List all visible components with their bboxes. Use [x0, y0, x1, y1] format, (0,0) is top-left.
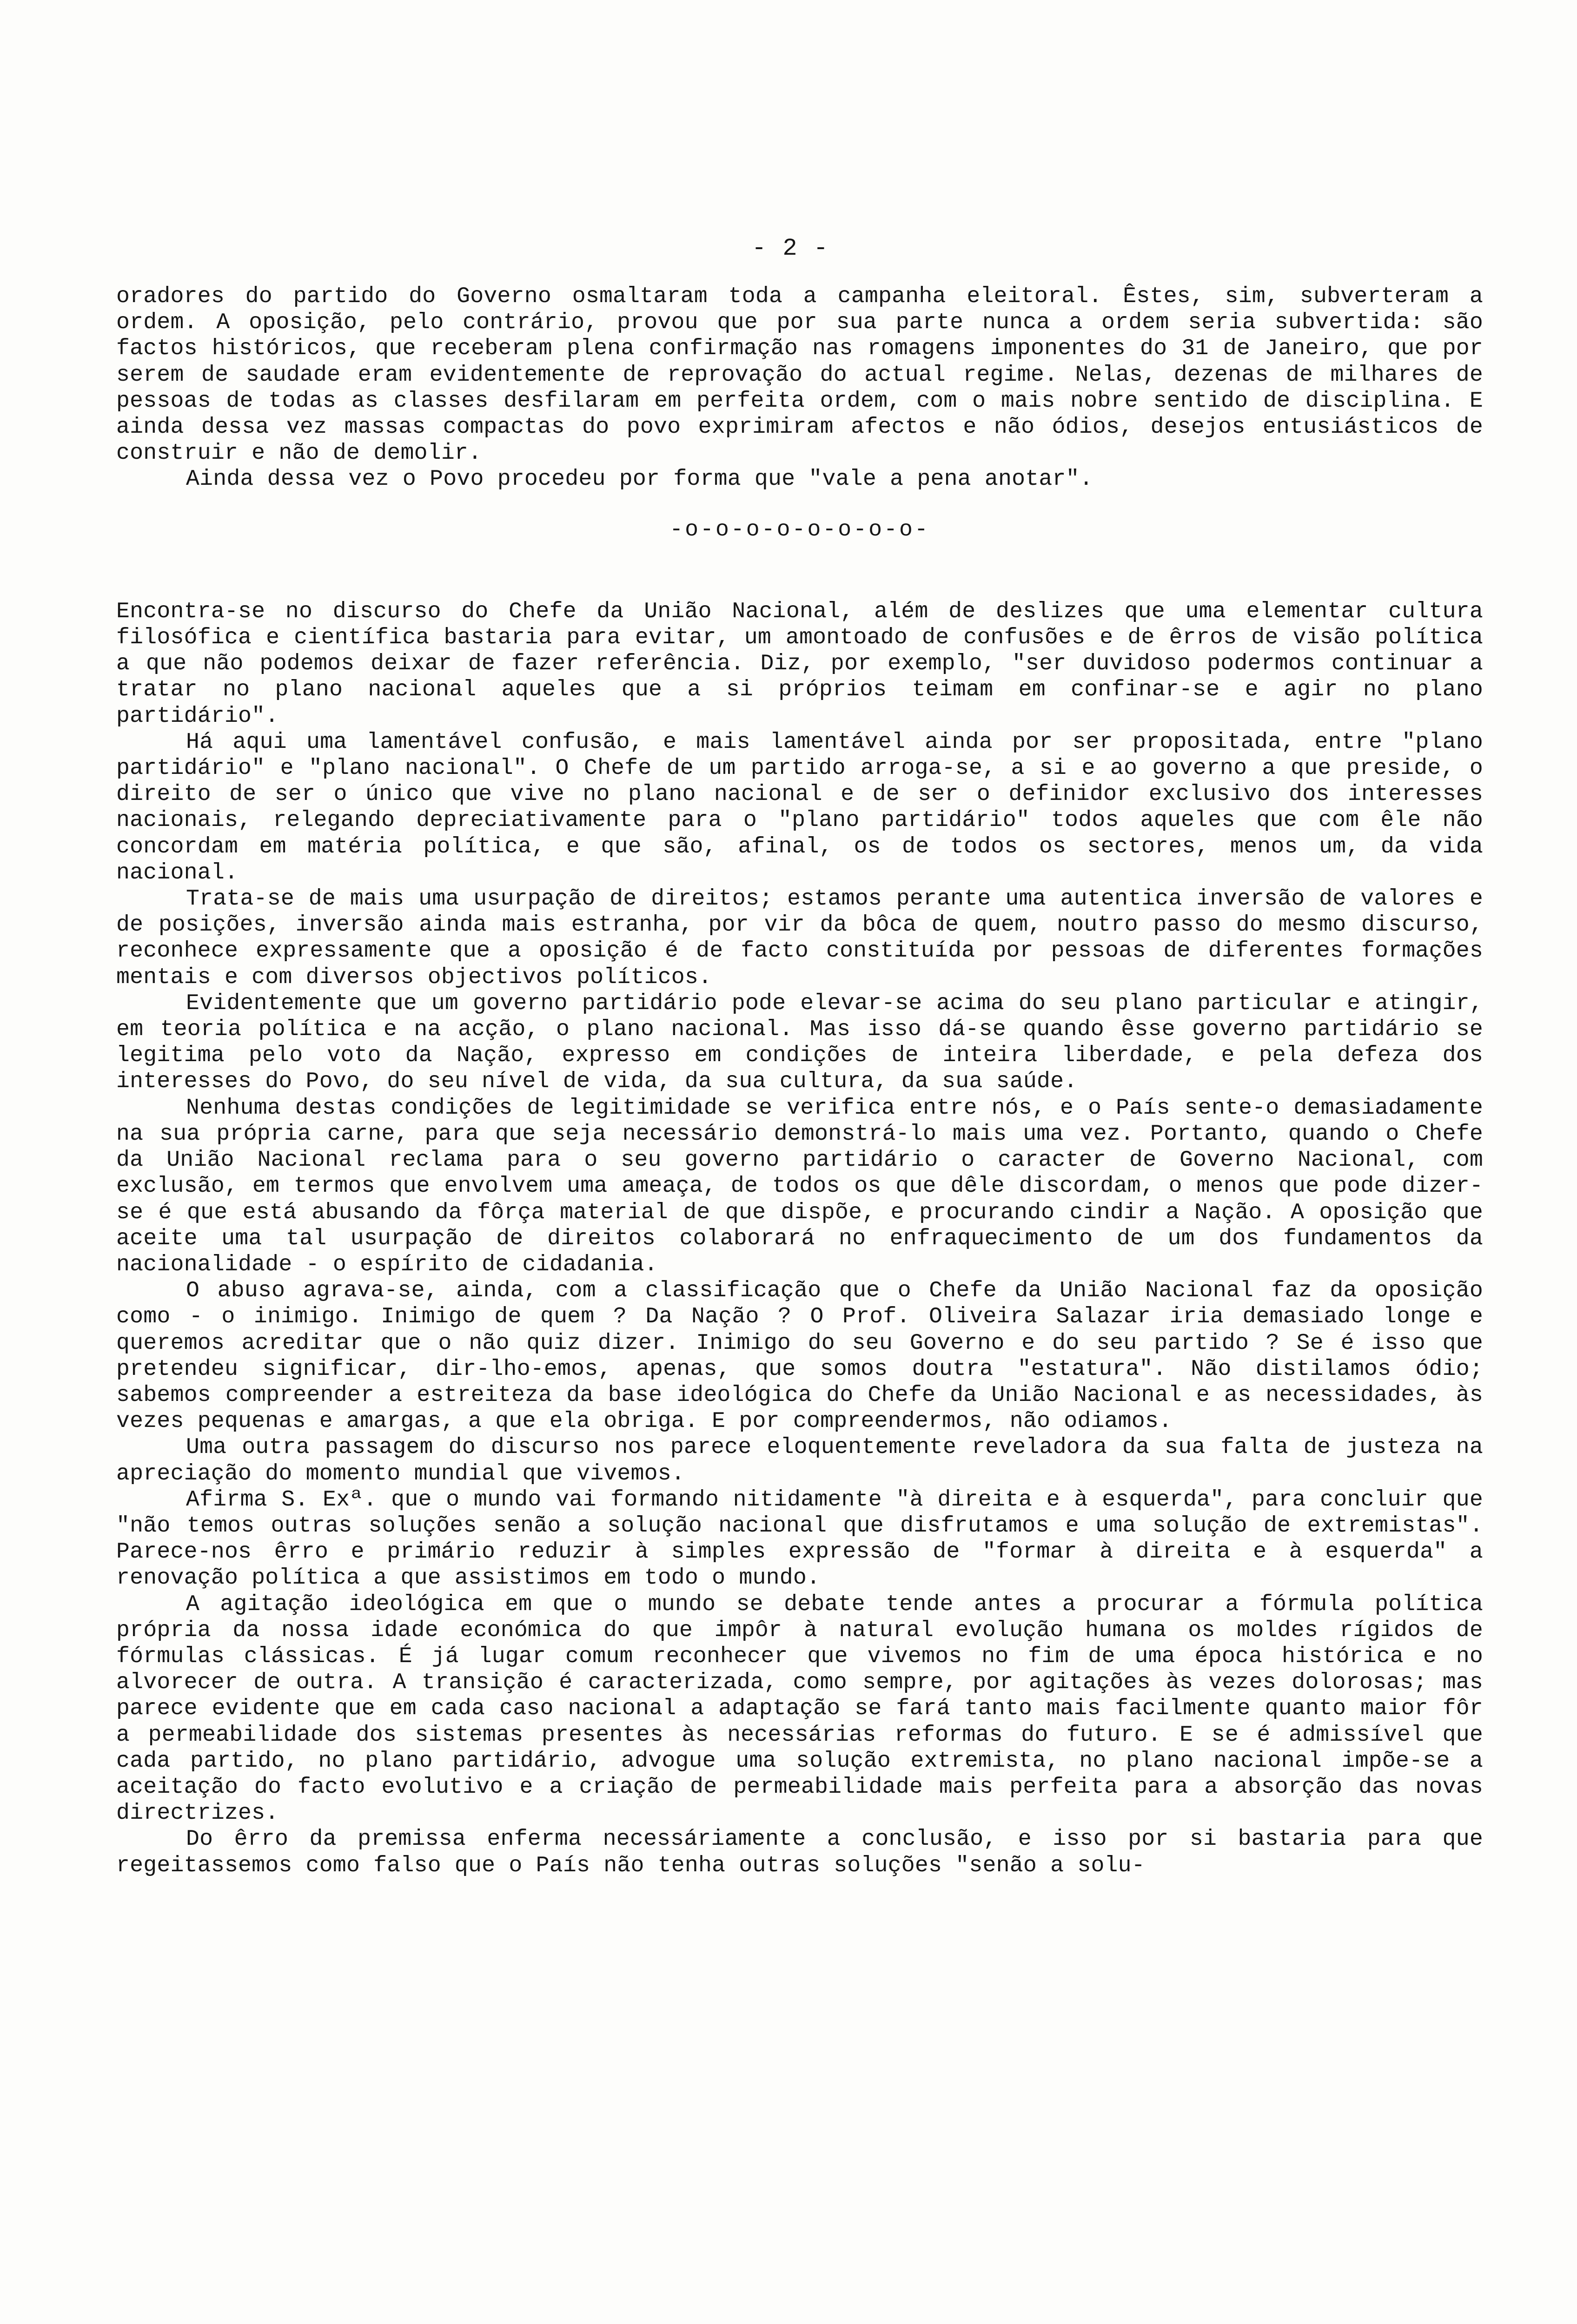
- page-number: - 2 -: [751, 235, 829, 262]
- paragraph: Há aqui uma lamentável confusão, e mais lamentável ainda por ser propositada, entre "plano partidário" e "plano nacional". O Chefe de um partido arroga-se, a si e ao governo a que preside, o direito de ser o único que vive no plano nacional e de ser o definidor exclusivo dos interesses nacionais, relegando depreciativamente para o "plano partidário" todos aqueles que com êle não concordam em matéria política, e que são, afinal, os de todos os sectores, menos um, da vida nacional.: [116, 729, 1483, 885]
- paragraph: O abuso agrava-se, ainda, com a classificação que o Chefe da União Nacional faz da oposição como - o inimigo. Inimigo de quem ? Da Nação ? O Prof. Oliveira Salazar iria demasiado longe e queremos acreditar que o não quiz dizer. Inimigo do seu Governo e do seu partido ? Se é isso que pretendeu significar, dir-lho-emos, apenas, que somos doutra "estatura". Não distilamos ódio; sabemos compreender a estreiteza da base ideológica do Chefe da União Nacional e as necessidades, às vezes pequenas e amargas, a que ela obriga. E por compreendermos, não odiamos.: [116, 1278, 1483, 1434]
- paragraph: Trata-se de mais uma usurpação de direitos; estamos perante uma autentica inversão de valores e de posições, inversão ainda mais estranha, por vir da bôca de quem, noutro passo do mesmo discurso, reconhece expressamente que a oposição é de facto constituída por pessoas de diferentes formações mentais e com diversos objectivos políticos.: [116, 886, 1483, 990]
- paragraph: Uma outra passagem do discurso nos parece eloquentemente reveladora da sua falta de justeza na apreciação do momento mundial que vivemos.: [116, 1435, 1483, 1486]
- paragraph: Nenhuma destas condições de legitimidade se verifica entre nós, e o País sente-o demasiadamente na sua própria carne, para que seja necessário demonstrá-lo mais uma vez. Portanto, quando o Chefe da União Nacional reclama para o seu governo partidário o caracter de Governo Nacional, com exclusão, em termos que envolvem uma ameaça, de todos os que dêle discordam, o menos que pode dizer-se é que está abusando da fôrça material de que dispõe, e procurando cindir a Nação. A oposição que aceite uma tal usurpação de direitos colaborará no enfraquecimento de um dos fundamentos da nacionalidade - o espírito de cidadania.: [116, 1095, 1483, 1277]
- paragraph: A agitação ideológica em que o mundo se debate tende antes a procurar a fórmula política própria da nossa idade económica do que impôr à natural evolução humana os moldes rígidos de fórmulas clássicas. É já lugar comum reconhecer que vivemos no fim de uma época histórica e no alvorecer de outra. A transição é caracterizada, como sempre, por agitações às vezes dolorosas; mas parece evidente que em cada caso nacional a adaptação se fará tanto mais facilmente quanto maior fôr a permeabilidade dos sistemas presentes às necessárias reformas do futuro. E se é admissível que cada partido, no plano partidário, advogue uma solução extremista, no plano nacional impõe-se a aceitação do facto evolutivo e a criação de permeabilidade mais perfeita para a absorção das novas directrizes.: [116, 1591, 1483, 1826]
- paragraph: Do êrro da premissa enferma necessáriamente a conclusão, e isso por si bastaria para que regeitassemos como falso que o País não tenha outras soluções "senão a solu-: [116, 1827, 1483, 1878]
- document-body: [116, 284, 1483, 1879]
- section-divider: -o-o-o-o-o-o-o-o-: [669, 517, 930, 542]
- paragraph: Evidentemente que um governo partidário pode elevar-se acima do seu plano particular e atingir, em teoria política e na acção, o plano nacional. Mas isso dá-se quando êsse governo partidário se legitima pelo voto da Nação, expresso em condições de inteira liberdade, e pela defeza dos interesses do Povo, do seu nível de vida, da sua cultura, da sua saúde.: [116, 990, 1483, 1095]
- paragraph: Afirma S. Exª. que o mundo vai formando nitidamente "à direita e à esquerda", para concluir que "não temos outras soluções senão a solução nacional que disfrutamos e uma solução de extremistas". Parece-nos êrro e primário reduzir à simples expressão de "formar à direita e à esquerda" a renovação política a que assistimos em todo o mundo.: [116, 1487, 1483, 1591]
- paragraph: Ainda dessa vez o Povo procedeu por forma que "vale a pena anotar".: [186, 467, 1093, 492]
- paragraph: oradores do partido do Governo osmaltaram toda a campanha eleitoral. Êstes, sim, subverteram a ordem. A oposição, pelo contrário, provou que por sua parte nunca a ordem seria subvertida: são factos históricos, que receberam plena confirmação nas romagens imponentes do 31 de Janeiro, que por serem de saudade eram evidentemente de reprovação do actual regime. Nelas, dezenas de milhares de pessoas de todas as classes desfilaram em perfeita ordem, com o mais nobre sentido de disciplina. E ainda dessa vez massas compactas do povo exprimiram afectos e não ódios, desejos entusiásticos de construir e não de demolir.: [116, 284, 1483, 466]
- paragraph: Encontra-se no discurso do Chefe da União Nacional, além de deslizes que uma elementar cultura filosófica e científica bastaria para evitar, um amontoado de confusões e de êrros de visão política a que não podemos deixar de fazer referência. Diz, por exemplo, "ser duvidoso podermos continuar a tratar no plano nacional aqueles que a si próprios teimam em confinar-se e agir no plano partidário".: [116, 599, 1483, 729]
